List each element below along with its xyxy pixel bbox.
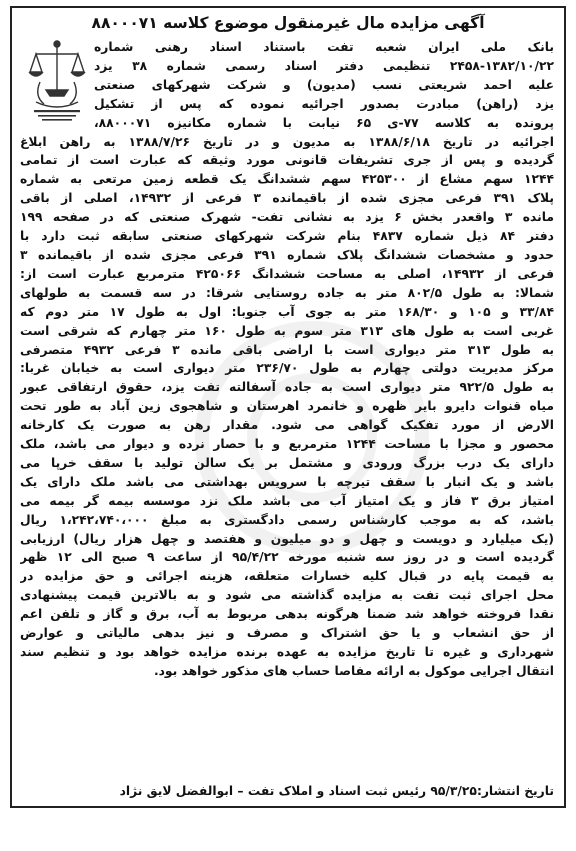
notice-line: مرکز مدیریت دولتی چهارم به طول ۲۳۶/۷۰ متر دیواری است به خیابان غربا: [20, 361, 554, 376]
notice-line: میاه قنوات دایرو بایر ظهره و خانمرد اهرستان و شاهجوی زین آباد به طور تحت [20, 399, 554, 414]
notice-line: غربی است به طول های ۳۱۳ متر سوم به طول ۱۶۰ متر چهارم که شرقی است [20, 323, 554, 338]
auction-notice [10, 6, 566, 808]
notice-line: (یک میلیارد و دویست و چهل و دو میلیون و هفتصد و چهل هزار ریال) ارزیابی [20, 531, 554, 546]
notice-title: آگهی مزایده مال غیرمنقول موضوع کلاسه ۸۸۰۰۰۷۱ [91, 14, 485, 32]
notice-line: به طول ۹۲۲/۵ متر دیواری است به جاده آسفالته تفت یزد، حقوق ارتفاقی عبور [20, 380, 554, 395]
notice-body [20, 38, 554, 681]
notice-line: امتیاز برق ۳ فاز و یک امتیاز آب می باشد ملک نزد موسسه بیمه گر بیمه می [20, 493, 554, 508]
notice-line: به طول ۳۱۳ متر دیواری است با اراضی باقی مانده ۳ فرعی ۴۹۳۲ متصرفی [20, 342, 554, 357]
notice-line: فرعی از ۱۴۹۳۲، اصلی به مساحت ششدانگ ۴۲۵۰۶۶ مترمربع عبارت است از: [20, 266, 554, 281]
notice-line: دارای یک درب بزرگ ورودی و مشتمل بر یک سالن تولید با سقف خرپا می [20, 455, 554, 470]
notice-line: دفتر ۸۴ ذیل شماره ۴۸۳۷ بنام شرکت شهرکهای صنعتی سابقه ثبت دارد با [20, 229, 554, 244]
notice-line: نقدا فروخته خواهد شد ضمنا هرگونه بدهی مربوط به آب، برق و گاز و تلفن اعم [20, 607, 554, 622]
notice-line: گردیده و پس از جری تشریفات قانونی مورد وثیقه که عبارت است از تمامی [20, 153, 554, 168]
notice-footer: تاریخ انتشار:۹۵/۳/۲۵ رئیس ثبت اسناد و املاک تفت – ابوالفضل لایق نژاد [119, 784, 554, 798]
notice-line: ۱۲۴۴ سهم مشاع از ۴۲۵۳۰۰ سهم ششدانگ یک قطعه زمین مرتعی به شماره [20, 172, 554, 187]
notice-line: محصور و مجزا با مساحت ۱۲۴۴ مترمربع و با حصار نرده و دیوار می باشد، ملک [20, 437, 554, 452]
notice-line: پرونده به کلاسه ۷۷-ی ۶۵ نیابت با شماره مکانیزه ۸۸۰۰۰۷۱، [94, 115, 554, 130]
notice-line: ۳۳/۸۴ و ۱۰۵ و ۱۶۸/۳۰ متر به جوی آب جنوبا: اول به طول ۱۷ متر دوم که [20, 304, 554, 319]
notice-line: الارض از مورد تفکیک گواهی می شود. مقدار رهن به صورت یک کارخانه [20, 418, 554, 433]
notice-line: علیه احمد شریعتی نسب (مدیون) و شرکت شهرکهای صنعتی [94, 77, 554, 92]
notice-line: گردیده است و در روز سه شنبه مورخه ۹۵/۴/۲۲ از ساعت ۹ صبح الی ۱۲ ظهر [20, 550, 554, 565]
notice-line: بانک ملی ایران شعبه تفت باستناد اسناد رهنی شماره [94, 40, 554, 54]
notice-line: به قیمت پایه در قبال کلیه خسارات متعلقه، هزینه اجرائی و حق مزایده در [20, 569, 554, 584]
notice-line: باشد و یک انبار با سقف تیرچه با سرویس بهداشتی می باشد ملک دارای یک [20, 474, 554, 489]
notice-line: حدود و مشخصات ششدانگ پلاک شماره ۳۹۱ فرعی مجزی شده از باقیمانده ۳ [20, 247, 554, 262]
notice-line: از حق انشعاب و یا حق اشتراک و مصرف و نیز بدهی مالیاتی و عوارض [20, 626, 554, 641]
notice-line: یزد (راهن) مبادرت بصدور اجرائیه نموده که پس از تشکیل [94, 96, 554, 111]
notice-line: باشد، که به موجب کارشناس رسمی دادگستری به مبلغ ۱،۲۴۲،۷۴۰،۰۰۰ ریال [20, 512, 554, 527]
notice-line: مانده ۳ واقعدر بخش ۶ یزد به نشانی تفت- شهرک صنعتی که در صفحه ۱۹۹ [20, 210, 554, 225]
notice-line: اجرائیه در تاریخ ۱۳۸۸/۶/۱۸ به مدیون و در تاریخ ۱۳۸۸/۷/۲۶ به راهن ابلاغ [20, 134, 554, 149]
notice-line: پلاک ۳۹۱ فرعی مجزی شده از باقیمانده ۳ فرعی از ۱۴۹۳۲، اصلی از باقی [20, 191, 554, 206]
notice-line: شمالا: به طول ۸۰۲/۵ متر به جاده روستایی شرقا: در سه قسمت به طولهای [20, 285, 554, 300]
notice-line: انتقال اجرایی موکول به ارائه مفاصا حساب های مذکور خواهد بود. [153, 663, 554, 678]
notice-line: محل اجرای ثبت تفت به مزایده گذاشته می شود و به بالاترین قیمت پیشنهادی [20, 588, 554, 603]
notice-line: شهرداری و غیره تا تاریخ مزایده به عهده برنده مزایده خواهد بود و تنظیم سند [20, 645, 554, 659]
notice-line: ۲۴۵۸-۱۳۸۲/۱۰/۲۲ تنظیمی دفتر اسناد رسمی شماره ۳۸ یزد [94, 58, 554, 73]
